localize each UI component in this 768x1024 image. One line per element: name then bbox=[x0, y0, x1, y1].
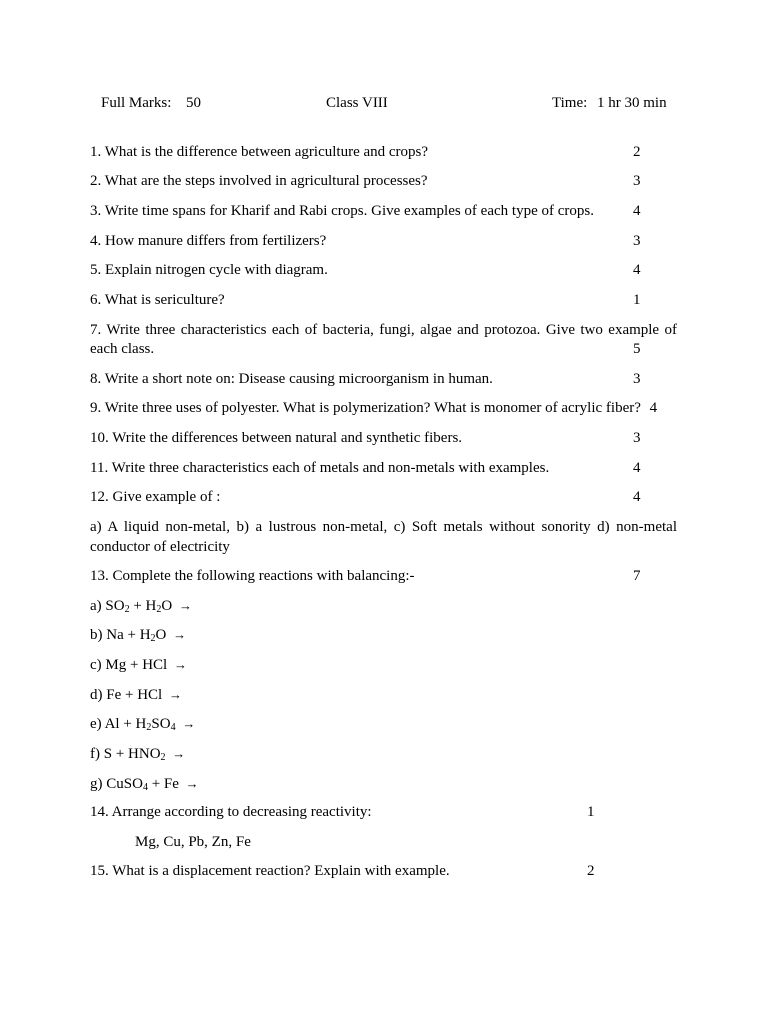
question-5 bbox=[90, 260, 677, 280]
subscript: 4 bbox=[170, 722, 176, 733]
reaction-a bbox=[90, 596, 677, 616]
reaction-text: g) CuSO bbox=[90, 776, 143, 792]
reaction-text: e) Al + H bbox=[90, 716, 147, 732]
question-text: 4. How manure differs from fertilizers? bbox=[90, 233, 327, 249]
question-12 bbox=[90, 487, 677, 507]
question-text: 14. Arrange according to decreasing reactivity: bbox=[90, 804, 372, 820]
question-7-line-1 bbox=[90, 320, 677, 340]
question-marks: 7 bbox=[633, 568, 641, 584]
subscript: 2 bbox=[150, 633, 156, 644]
question-marks: 3 bbox=[633, 430, 641, 446]
question-text: 3. Write time spans for Kharif and Rabi crops. Give examples of each type of crops. bbox=[90, 203, 594, 219]
reaction-text: + Fe bbox=[147, 776, 179, 792]
question-text: 10. Write the differences between natural and synthetic fibers. bbox=[90, 430, 463, 446]
question-text: 5. Explain nitrogen cycle with diagram. bbox=[90, 262, 328, 278]
question-text: a) A liquid non-metal, b) a lustrous non-metal, c) Soft metals without sonority d) non-metal conductor of electricity bbox=[90, 519, 677, 555]
question-marks: 5 bbox=[633, 341, 641, 357]
full-marks-label: Full Marks: bbox=[101, 95, 172, 111]
reaction-text: O bbox=[161, 598, 173, 614]
reaction-text: O bbox=[155, 627, 167, 643]
question-marks: 4 bbox=[633, 203, 641, 219]
reaction-d bbox=[90, 685, 677, 705]
subscript: 2 bbox=[146, 722, 152, 733]
reaction-text: + H bbox=[129, 598, 157, 614]
arrow-icon: → bbox=[168, 687, 182, 702]
question-text: 6. What is sericulture? bbox=[90, 292, 225, 308]
question-text: 1. What is the difference between agriculture and crops? bbox=[90, 144, 429, 160]
arrow-icon: → bbox=[182, 716, 196, 731]
arrow-icon: → bbox=[172, 746, 186, 761]
question-text: 8. Write a short note on: Disease causing microorganism in human. bbox=[90, 371, 493, 387]
question-text: 9. Write three uses of polyester. What is polymerization? What is monomer of acrylic fiber? bbox=[90, 400, 641, 416]
arrow-icon: → bbox=[173, 657, 187, 672]
subscript: 4 bbox=[142, 782, 148, 793]
reaction-g bbox=[90, 774, 677, 794]
question-12-parts bbox=[90, 517, 677, 557]
subscript: 2 bbox=[160, 752, 166, 763]
reaction-text: SO bbox=[151, 716, 171, 732]
time-value: 1 hr 30 min bbox=[597, 95, 667, 111]
question-marks: 2 bbox=[587, 863, 595, 879]
question-6 bbox=[90, 290, 677, 310]
reaction-text: c) Mg + HCl bbox=[90, 657, 168, 673]
question-marks: 4 bbox=[633, 262, 641, 278]
question-3 bbox=[90, 201, 677, 221]
question-marks: 3 bbox=[633, 233, 641, 249]
reaction-text: f) S + HNO bbox=[90, 746, 161, 762]
reaction-f bbox=[90, 744, 677, 764]
question-7-line-2 bbox=[90, 339, 677, 359]
arrow-icon: → bbox=[173, 627, 187, 642]
reaction-text: a) SO bbox=[90, 598, 125, 614]
question-text: each class. bbox=[90, 341, 155, 357]
arrow-icon: → bbox=[185, 776, 199, 791]
question-marks: 4 bbox=[649, 400, 658, 416]
question-text: 11. Write three characteristics each of metals and non-metals with examples. bbox=[90, 460, 550, 476]
arrow-icon: → bbox=[178, 598, 192, 613]
reaction-e bbox=[90, 714, 677, 734]
question-marks: 4 bbox=[633, 460, 641, 476]
reactivity-list bbox=[135, 832, 535, 852]
question-marks: 1 bbox=[633, 292, 641, 308]
question-marks: 2 bbox=[633, 144, 641, 160]
subscript: 2 bbox=[156, 604, 162, 615]
question-marks: 4 bbox=[633, 489, 641, 505]
question-marks: 1 bbox=[587, 804, 595, 820]
question-1 bbox=[90, 142, 677, 162]
question-9 bbox=[90, 398, 677, 418]
reaction-b bbox=[90, 625, 677, 645]
question-10 bbox=[90, 428, 677, 448]
question-8 bbox=[90, 369, 677, 389]
time-label: Time: bbox=[552, 95, 588, 111]
question-4 bbox=[90, 231, 677, 251]
reaction-text: b) Na + H bbox=[90, 627, 151, 643]
question-text: 7. Write three characteristics each of bacteria, fungi, algae and protozoa. Give two example of bbox=[90, 322, 677, 338]
reaction-c bbox=[90, 655, 677, 675]
class-label: Class VIII bbox=[326, 95, 388, 111]
question-2 bbox=[90, 171, 677, 191]
question-text: 15. What is a displacement reaction? Explain with example. bbox=[90, 863, 450, 879]
reaction-text: d) Fe + HCl bbox=[90, 687, 163, 703]
question-13 bbox=[90, 566, 677, 586]
question-text: 13. Complete the following reactions with balancing:- bbox=[90, 568, 415, 584]
question-text: Mg, Cu, Pb, Zn, Fe bbox=[135, 834, 251, 850]
question-15 bbox=[90, 861, 677, 881]
question-marks: 3 bbox=[633, 371, 641, 387]
question-14 bbox=[90, 802, 677, 822]
full-marks-value: 50 bbox=[186, 95, 201, 111]
question-text: 2. What are the steps involved in agricultural processes? bbox=[90, 173, 428, 189]
question-11 bbox=[90, 458, 677, 478]
question-text: 12. Give example of : bbox=[90, 489, 221, 505]
question-marks: 3 bbox=[633, 173, 641, 189]
subscript: 2 bbox=[124, 604, 130, 615]
